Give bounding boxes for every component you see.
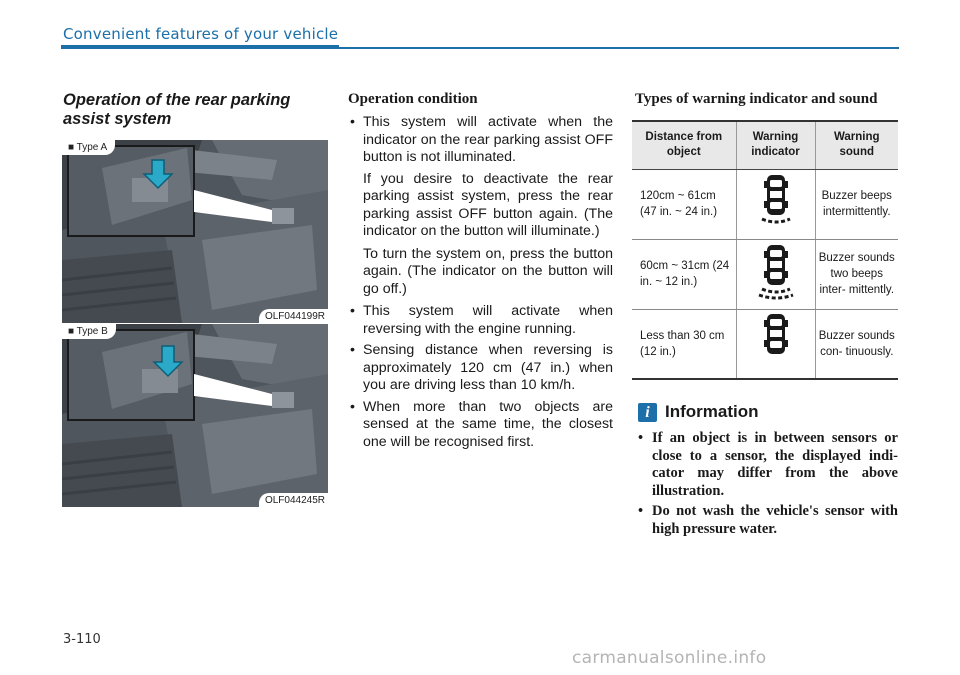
sound-cell: Buzzer sounds two beeps inter- mittently.: [815, 239, 898, 309]
table-row: [632, 309, 898, 379]
indicator-cell: [736, 309, 815, 379]
condition-bullet: • This system will activate when the indicator on the rear parking assist OFF button is not illuminated.: [348, 114, 613, 167]
information-header: [638, 402, 759, 422]
information-item: • Do not wash the vehicle's sensor with high pressure water.: [638, 503, 898, 538]
operation-condition-section: [348, 91, 613, 455]
console-photo-type-a: [62, 140, 328, 323]
type-b-label: ■ Type B: [62, 324, 116, 339]
distance-cell: 120cm ~ 61cm (47 in. ~ 24 in.): [632, 169, 736, 239]
car-sensor-indicator-icon: [752, 171, 800, 233]
indicator-cell: [736, 169, 815, 239]
warning-types-heading: Types of warning indicator and sound: [635, 91, 878, 107]
column-header-indicator: Warning indicator: [736, 121, 815, 169]
console-illustration-icon: [62, 324, 328, 507]
page-number: 3-110: [63, 632, 101, 647]
info-icon: i: [638, 403, 657, 422]
deactivate-paragraph: If you desire to deactivate the rear parking assist system, press the rear parking assist OFF button again. (The indicator on the button will illuminate.): [363, 170, 613, 239]
car-sensor-indicator-icon: [752, 241, 800, 303]
distance-cell: Less than 30 cm (12 in.): [632, 309, 736, 379]
figure-code-type-b: OLF044245R: [259, 493, 328, 507]
information-list: [638, 430, 898, 541]
console-photo-type-b: [62, 324, 328, 507]
column-header-sound: Warning sound: [815, 121, 898, 169]
condition-bullet: • This system will activate when reversing with the engine running.: [348, 303, 613, 338]
rear-parking-assist-title: Operation of the rear parking assist system: [63, 91, 291, 128]
figure-code-type-a: OLF044199R: [259, 309, 328, 323]
column-header-distance: Distance from object: [632, 121, 736, 169]
type-a-label: ■ Type A: [62, 140, 115, 155]
distance-cell: 60cm ~ 31cm (24 in. ~ 12 in.): [632, 239, 736, 309]
operation-condition-heading: Operation condition: [348, 91, 478, 107]
header-rule: [339, 47, 899, 49]
table-row: [632, 169, 898, 239]
sound-cell: Buzzer sounds con- tinuously.: [815, 309, 898, 379]
sound-cell: Buzzer beeps intermittently.: [815, 169, 898, 239]
activate-paragraph: To turn the system on, press the button again. (The indicator on the button will go off.): [363, 245, 613, 297]
car-sensor-indicator-icon: [752, 310, 800, 372]
condition-bullet: • When more than two objects are sensed at the same time, the closest one will be recognised first.: [348, 399, 613, 452]
site-watermark: carmanualsonline.info: [572, 648, 767, 668]
information-item: • If an object is in between sensors or close to a sensor, the displayed indi- cator may differ from the above illustration.: [638, 430, 898, 500]
indicator-cell: [736, 239, 815, 309]
warning-indicator-table: [632, 120, 898, 380]
section-header-title: Convenient features of your vehicle: [63, 25, 339, 43]
table-row: [632, 239, 898, 309]
table-header-row: [632, 121, 898, 169]
condition-bullet: • Sensing distance when reversing is approximately 120 cm (47 in.) when you are driving less than 10 km/h.: [348, 342, 613, 395]
console-illustration-icon: [62, 140, 328, 323]
header-rule-accent: [61, 45, 339, 49]
information-title: Information: [665, 402, 759, 421]
